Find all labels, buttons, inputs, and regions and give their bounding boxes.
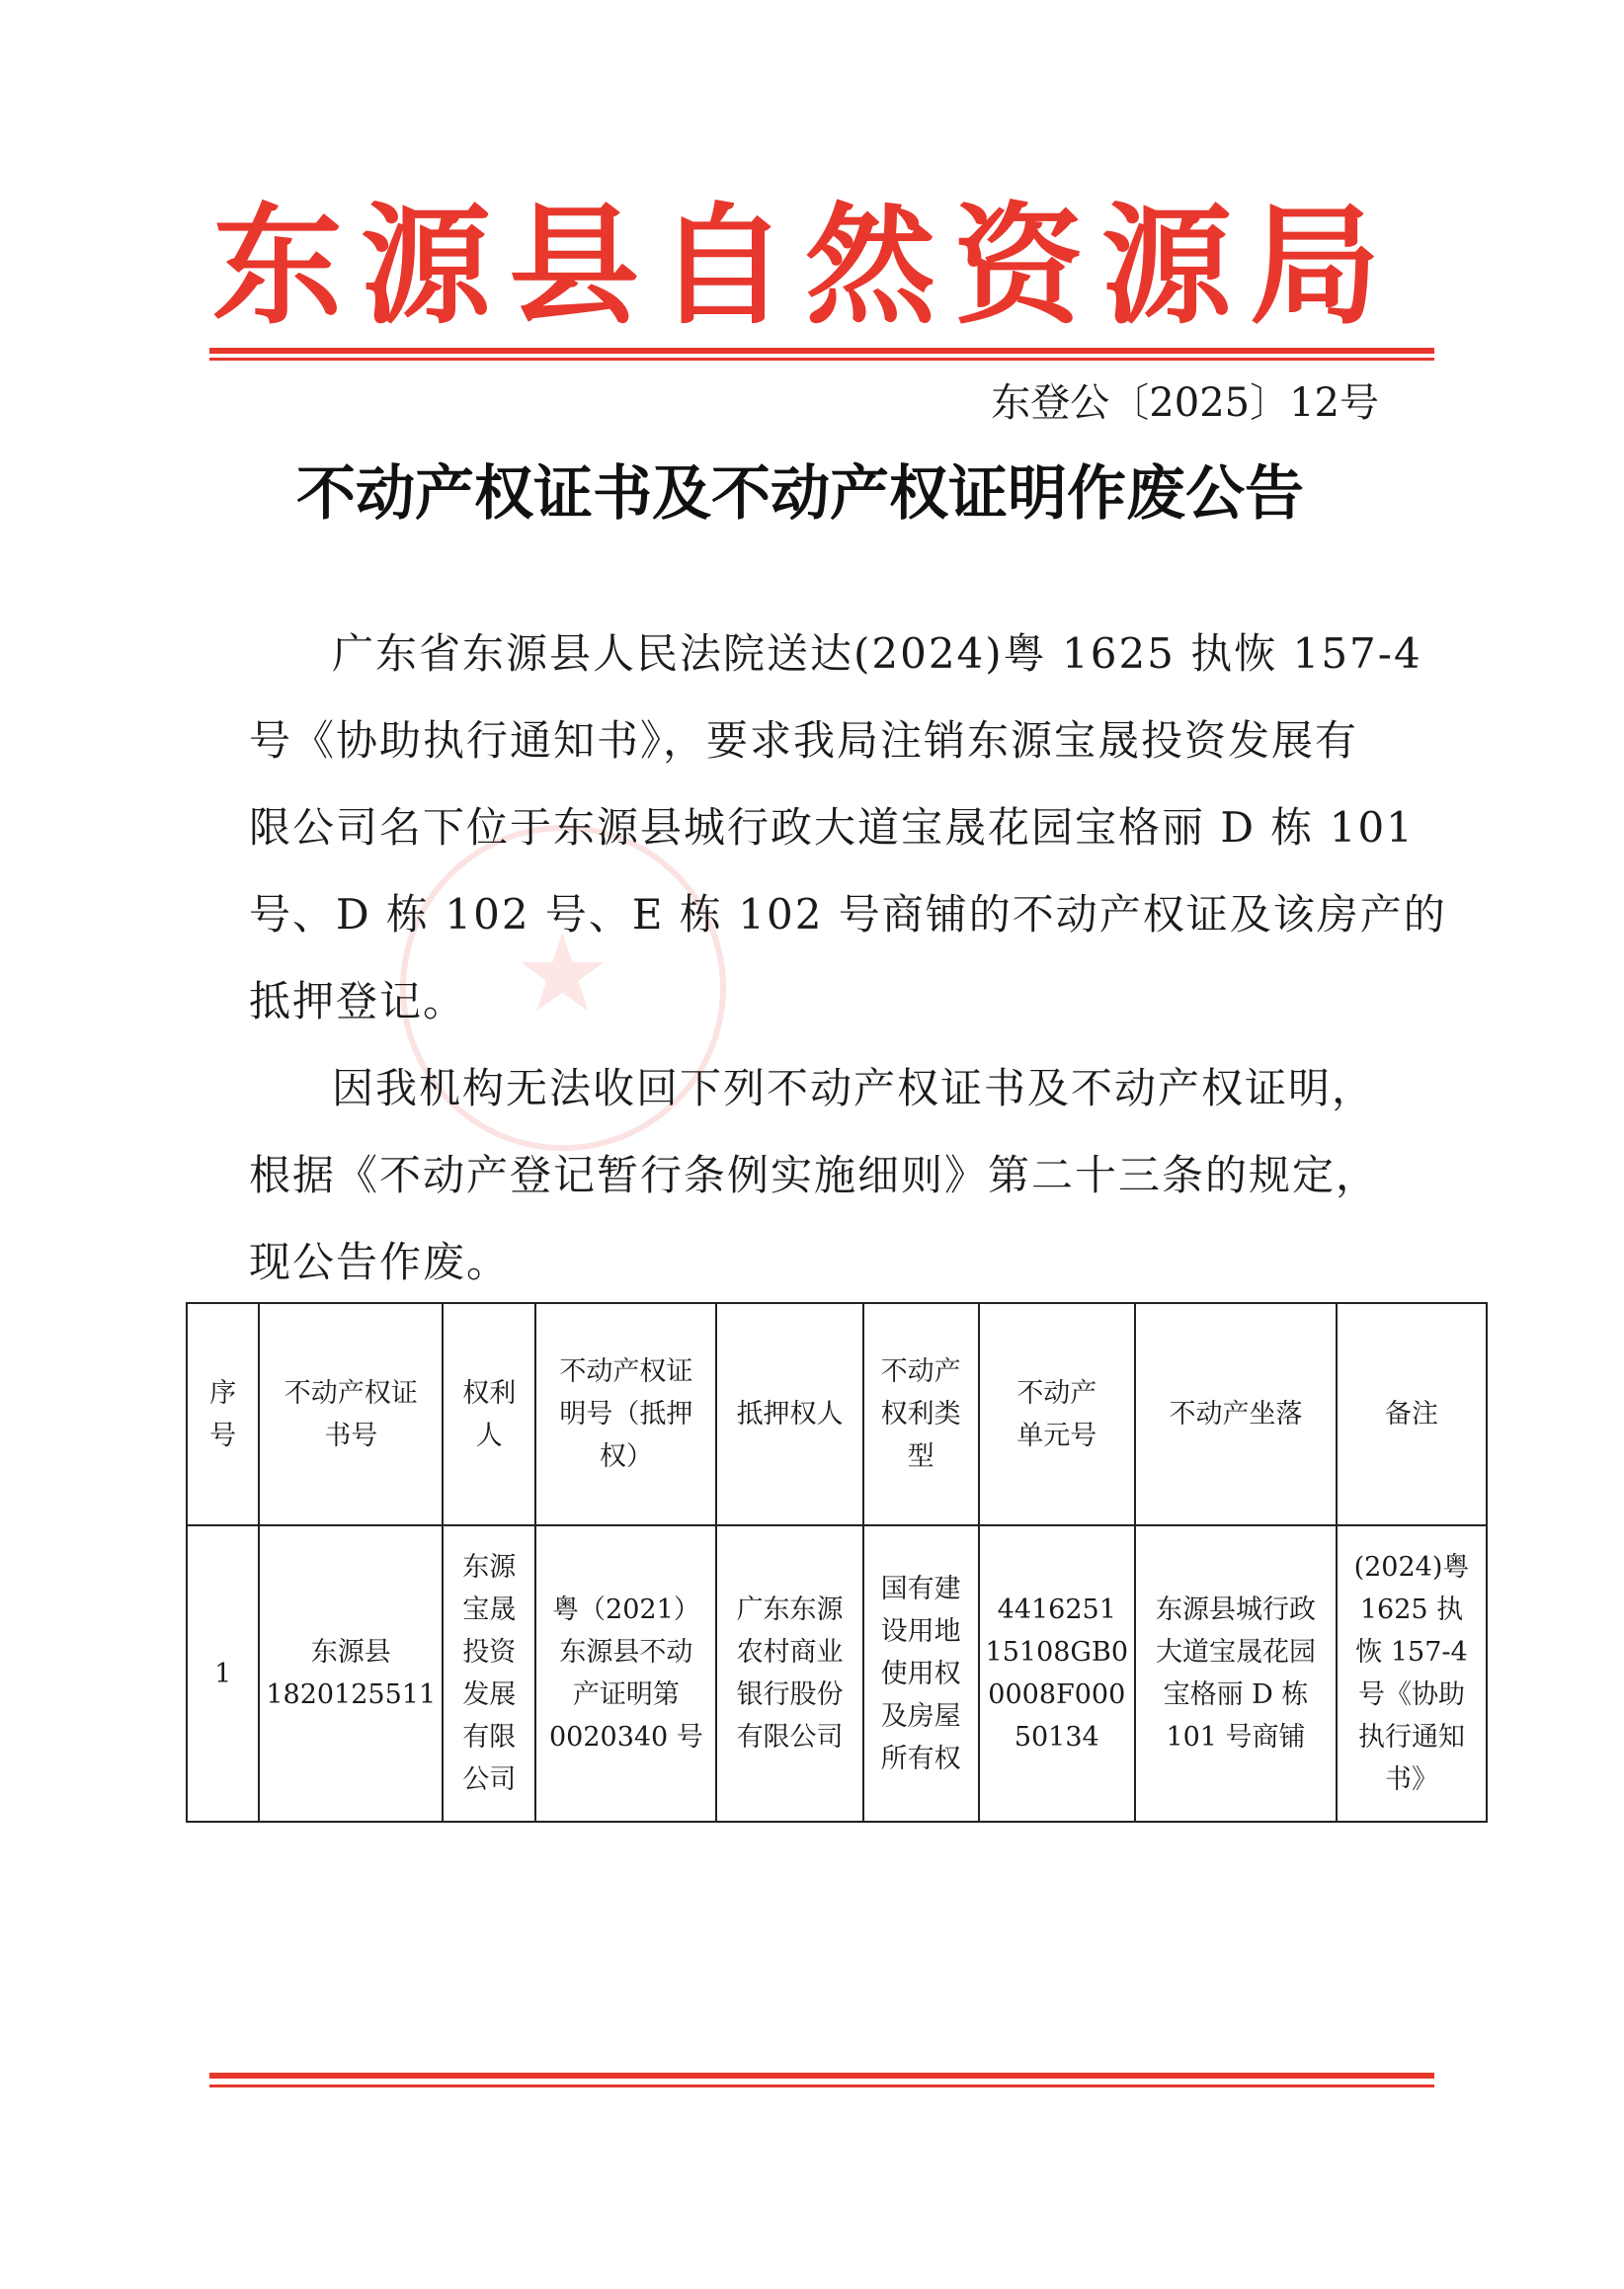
document-title: 不动产权证书及不动产权证明作废公告 <box>296 459 1304 529</box>
header-red-line-thick <box>209 348 1434 354</box>
paragraph-line: 号《协助执行通知书》，要求我局注销东源宝晟投资发展有 <box>249 716 1359 765</box>
header-red-line-thin <box>209 358 1434 361</box>
paragraph-line: 号、D 栋 102 号、E 栋 102 号商铺的不动产权证及该房产的 <box>249 890 1447 939</box>
header-remarks: 备注 <box>1337 1303 1487 1525</box>
paragraph-line: 根据《不动产登记暂行条例实施细则》第二十三条的规定， <box>249 1151 1380 1199</box>
void-certificate-table <box>186 1302 1488 1823</box>
footer-red-line-thin <box>209 2085 1434 2087</box>
paragraph-2 <box>249 1045 1385 1306</box>
cell-serial: 1 <box>187 1525 259 1822</box>
footer-red-line-thick <box>209 2073 1434 2079</box>
header-proof-no: 不动产权证 明号（抵押 权） <box>535 1303 716 1525</box>
header-right-type: 不动产 权利类 型 <box>863 1303 979 1525</box>
paragraph-1 <box>249 611 1447 1045</box>
paragraph-line: 因我机构无法收回下列不动产权证书及不动产权证明， <box>332 1064 1376 1112</box>
cell-certificate-no: 东源县 1820125511 <box>259 1525 443 1822</box>
paragraph-line: 广东省东源县人民法院送达(2024)粤 1625 执恢 157-4 <box>332 629 1422 678</box>
header-certificate-no: 不动产权证 书号 <box>259 1303 443 1525</box>
paragraph-line: 现公告作废。 <box>249 1238 511 1286</box>
table-header-row <box>187 1303 1487 1525</box>
cell-right-holder: 东源 宝晟 投资 发展 有限 公司 <box>443 1525 535 1822</box>
cell-mortgagee: 广东东源 农村商业 银行股份 有限公司 <box>716 1525 862 1822</box>
paragraph-line: 抵押登记。 <box>249 977 467 1025</box>
header-location: 不动产坐落 <box>1135 1303 1337 1525</box>
document-number: 东登公〔2025〕12号 <box>991 380 1379 426</box>
cell-remarks: (2024)粤 1625 执 恢 157-4 号《协助 执行通知 书》 <box>1337 1525 1487 1822</box>
header-mortgagee: 抵押权人 <box>716 1303 862 1525</box>
agency-header: 东源县自然资源局 <box>212 190 1398 343</box>
cell-proof-no: 粤（2021） 东源县不动 产证明第 0020340 号 <box>535 1525 716 1822</box>
header-serial: 序 号 <box>187 1303 259 1525</box>
seal-star-icon: ★ <box>514 910 611 1036</box>
paragraph-line: 限公司名下位于东源县城行政大道宝晟花园宝格丽 D 栋 101 <box>249 803 1415 852</box>
cell-right-type: 国有建 设用地 使用权 及房屋 所有权 <box>863 1525 979 1822</box>
cell-unit-no: 4416251 15108GB0 0008F000 50134 <box>979 1525 1135 1822</box>
header-right-holder: 权利 人 <box>443 1303 535 1525</box>
cell-location: 东源县城行政 大道宝晟花园 宝格丽 D 栋 101 号商铺 <box>1135 1525 1337 1822</box>
table-row <box>187 1525 1487 1822</box>
header-unit-no: 不动产 单元号 <box>979 1303 1135 1525</box>
